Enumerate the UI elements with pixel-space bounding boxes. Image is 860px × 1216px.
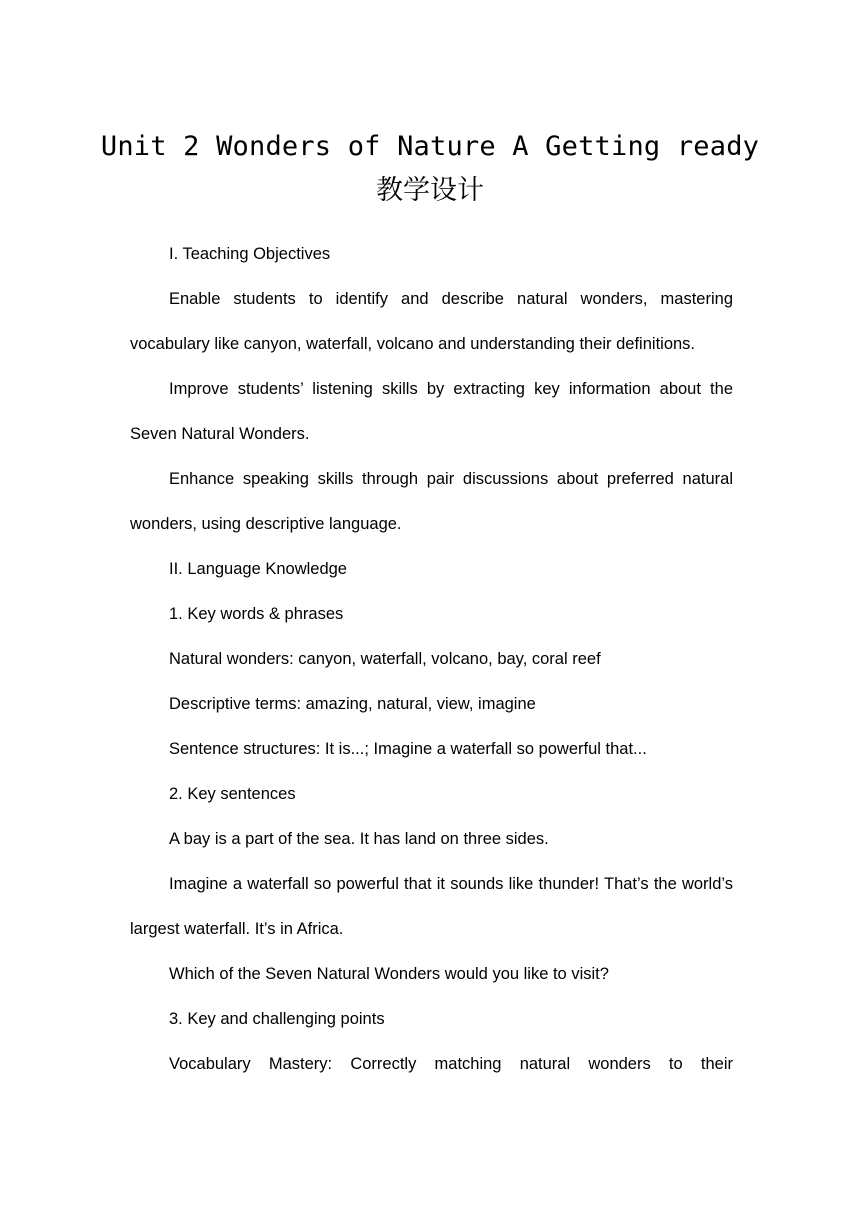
key-sentence-question: Which of the Seven Natural Wonders would you like to visit?	[169, 965, 609, 983]
document-title-subtitle: 教学设计	[376, 175, 484, 206]
subheading-key-words: 1. Key words & phrases	[169, 605, 344, 623]
document-body	[130, 232, 733, 1087]
key-words-descriptive-terms: Descriptive terms: amazing, natural, view, imagine	[169, 695, 536, 713]
objective-paragraph-speaking: Enhance speaking skills through pair discussions about preferred natural wonders, using descriptive language.	[130, 470, 733, 533]
key-words-sentence-structures: Sentence structures: It is...; Imagine a waterfall so powerful that...	[169, 740, 647, 758]
objective-paragraph-listening: Improve students’ listening skills by extracting key information about the Seven Natural Wonders.	[130, 380, 733, 443]
subheading-key-sentences: 2. Key sentences	[169, 785, 296, 803]
challenging-point-vocabulary-mastery: Vocabulary Mastery: Correctly matching natural wonders to their	[169, 1055, 733, 1073]
key-sentence-waterfall: Imagine a waterfall so powerful that it sounds like thunder! That’s the world’s largest waterfall. It’s in Africa.	[130, 875, 733, 938]
key-sentence-bay: A bay is a part of the sea. It has land on three sides.	[169, 830, 549, 848]
document-title: Unit 2 Wonders of Nature A Getting ready	[100, 131, 760, 162]
subheading-key-challenging-points: 3. Key and challenging points	[169, 1010, 385, 1028]
objective-paragraph-vocabulary: Enable students to identify and describe natural wonders, mastering vocabulary like canyon, waterfall, volcano and understanding their definitions.	[130, 290, 733, 353]
key-words-natural-wonders: Natural wonders: canyon, waterfall, volcano, bay, coral reef	[169, 650, 601, 668]
section-heading-teaching-objectives: I. Teaching Objectives	[169, 245, 331, 263]
section-heading-language-knowledge: II. Language Knowledge	[169, 560, 347, 578]
